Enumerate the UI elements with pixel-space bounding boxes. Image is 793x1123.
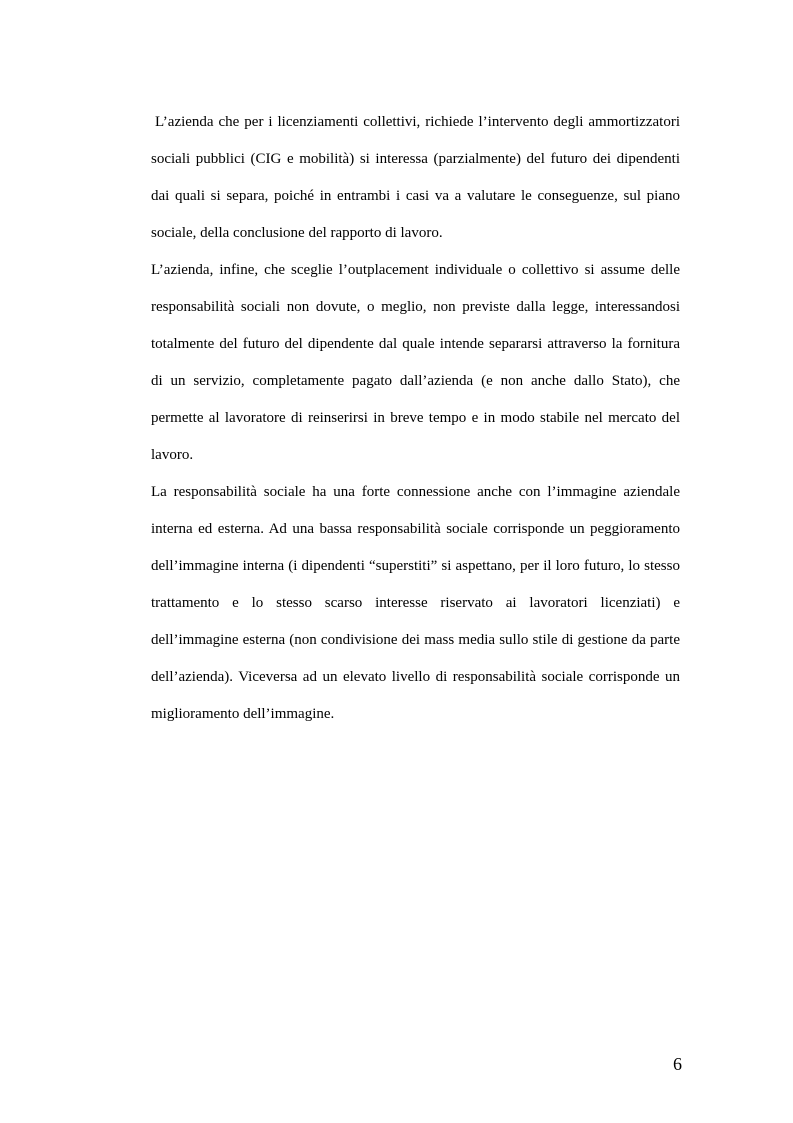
paragraph-outplacement: L’azienda, infine, che sceglie l’outplacement individuale o collettivo si assume delle responsabilità sociali non dovute, o meglio, non previste dalla legge, interessandosi totalmente del futuro del dipendente dal quale intende separarsi attraverso la fornitura di un servizio, completamente pagato dall’azienda (e non anche dallo Stato), che permette al lavoratore di reinserirsi in breve tempo e in modo stabile nel mercato del lavoro. <box>151 262 680 463</box>
paragraph-collective-dismissals: L’azienda che per i licenziamenti collettivi, richiede l’intervento degli ammortizzatori sociali pubblici (CIG e mobilità) si interessa (parzialmente) del futuro dei dipendenti dai quali si separa, poiché in entrambi i casi va a valutare le conseguenze, sul piano sociale, della conclusione del rapporto di lavoro. <box>151 114 680 241</box>
paragraph-social-responsibility-image: La responsabilità sociale ha una forte connessione anche con l’immagine aziendale interna ed esterna. Ad una bassa responsabilità sociale corrisponde un peggioramento dell’immagine interna (i dipendenti “superstiti” si aspettano, per il loro futuro, lo stesso trattamento e lo stesso scarso interesse riservato ai lavoratori licenziati) e dell’immagine esterna (non condivisione dei mass media sullo stile di gestione da parte dell’azienda). Viceversa ad un elevato livello di responsabilità sociale corrisponde un miglioramento dell’immagine. <box>151 484 680 722</box>
page-body <box>151 104 680 733</box>
page-number: 6 <box>673 1054 682 1074</box>
